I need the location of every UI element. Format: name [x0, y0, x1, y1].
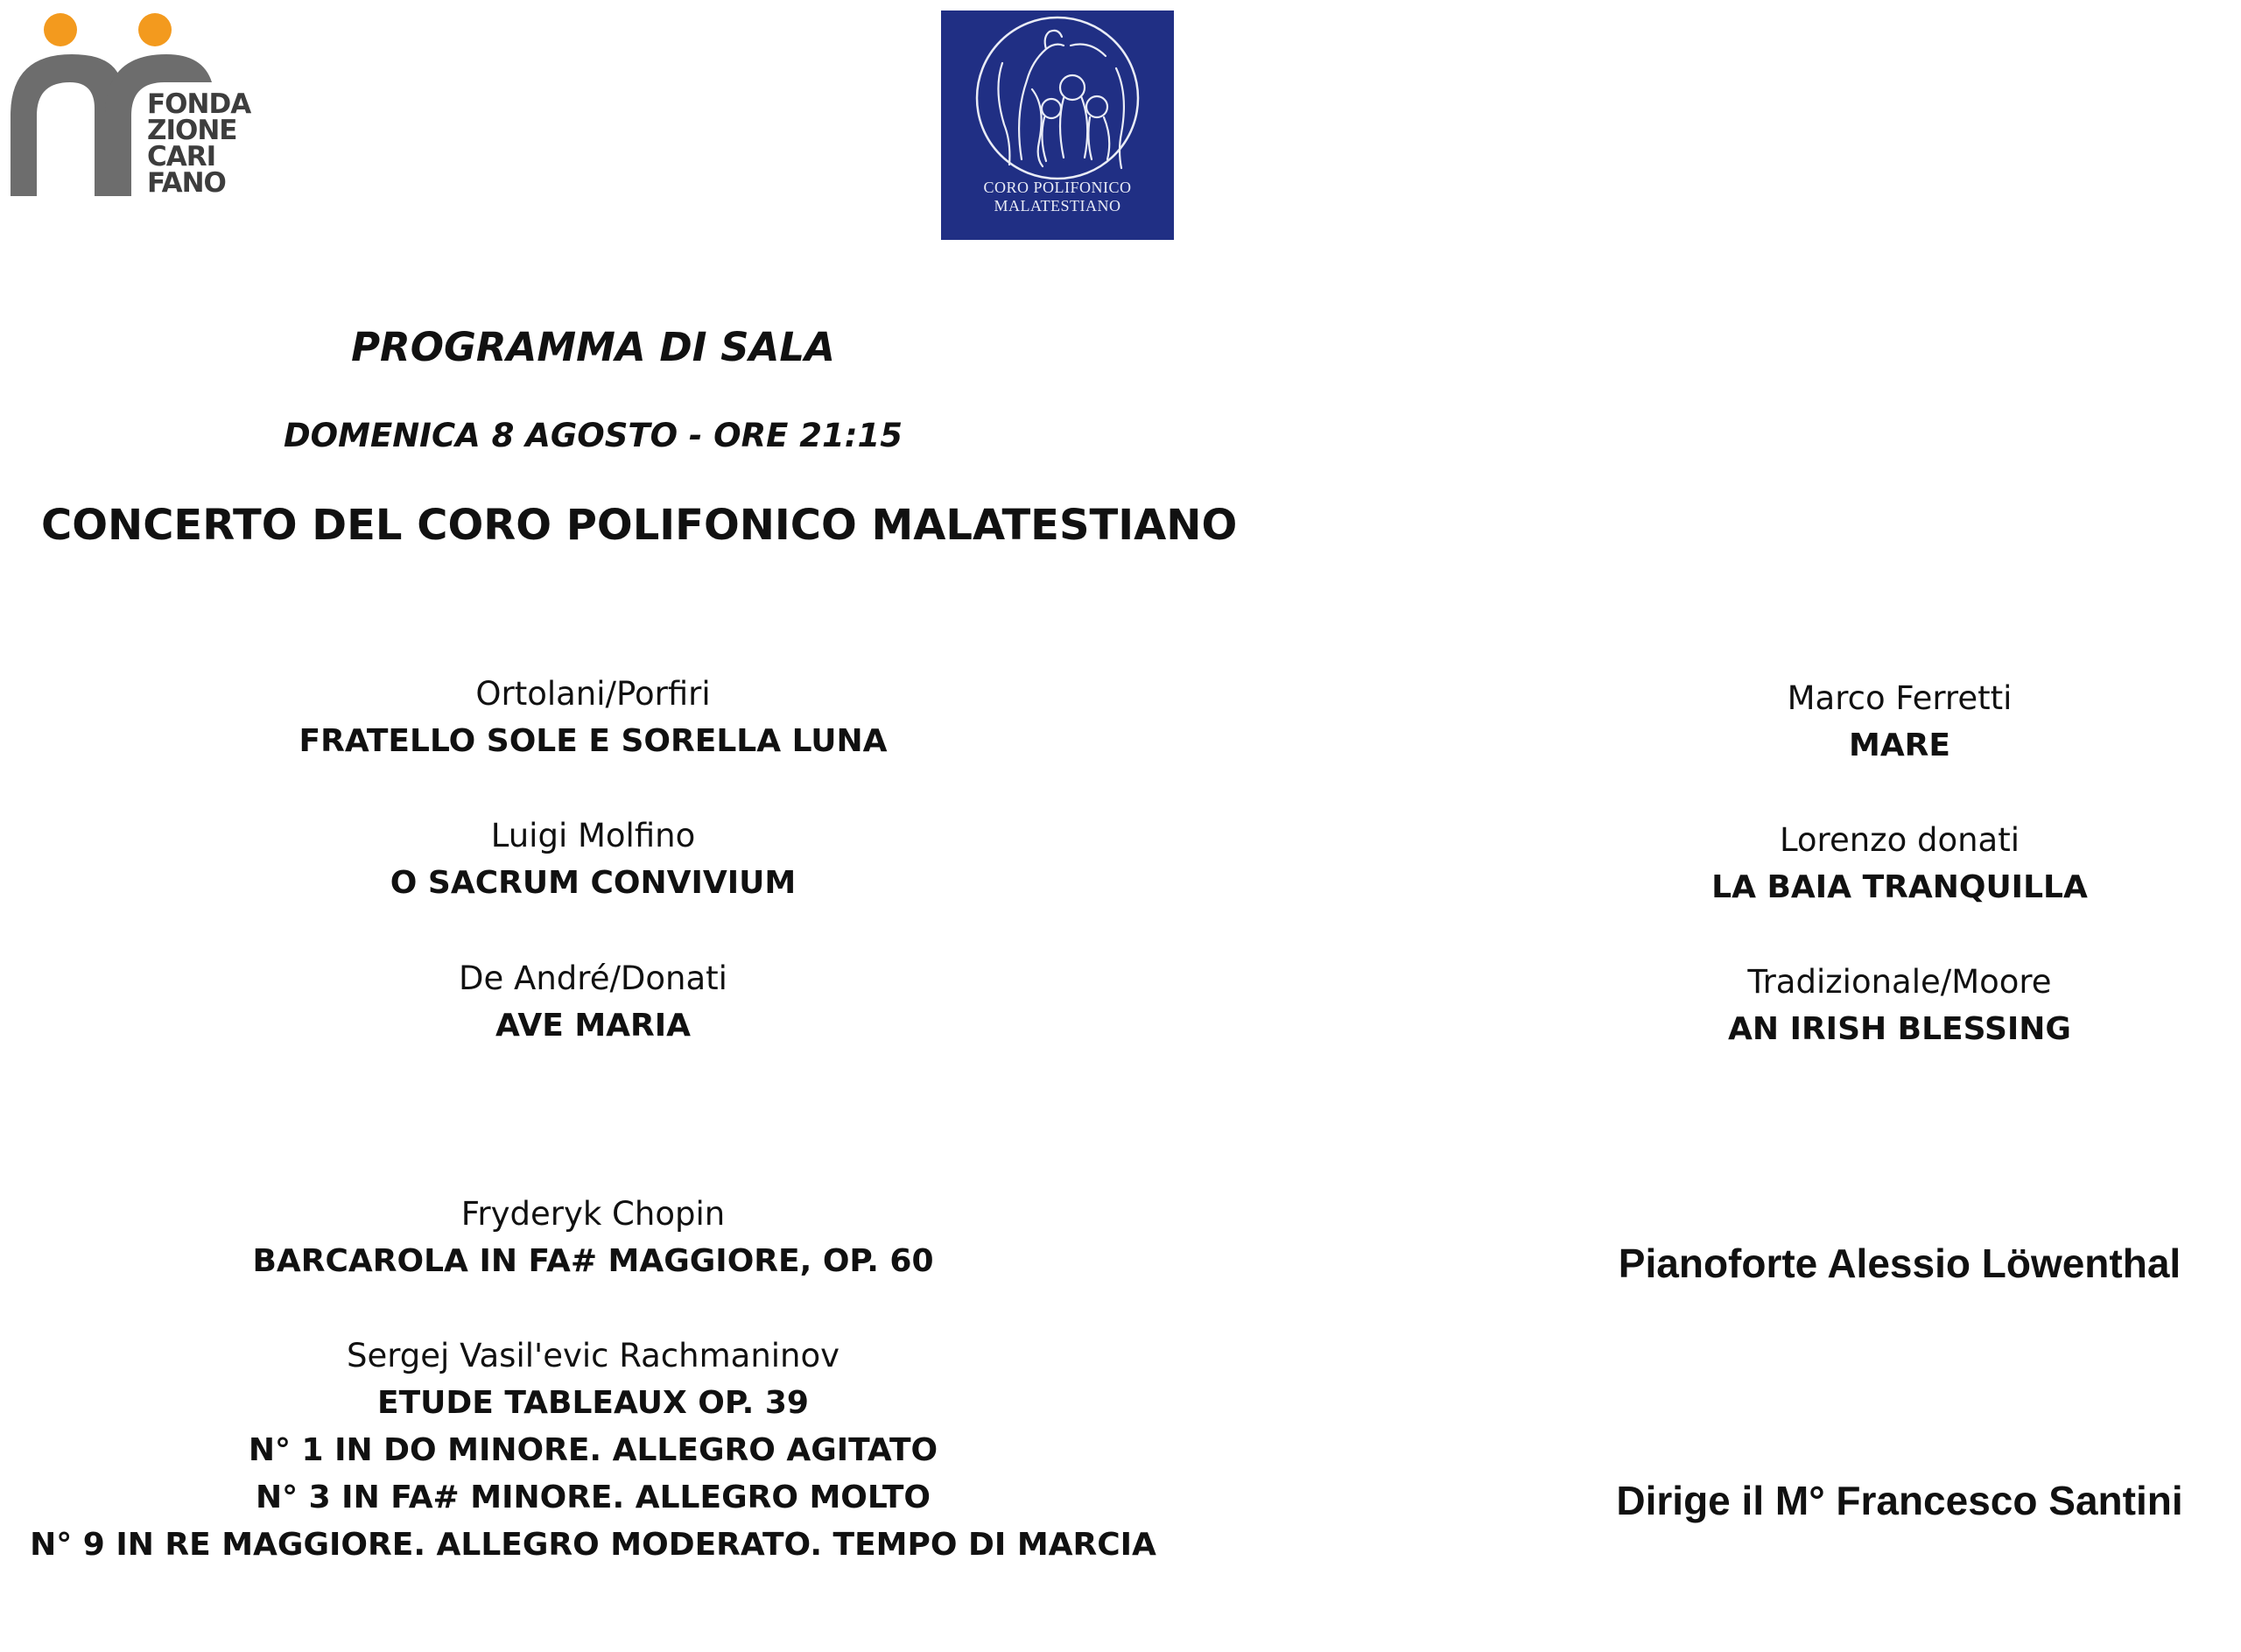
- coro-logo-line-1: CORO POLIFONICO: [983, 179, 1132, 196]
- conductor-credit: Dirige il M° Francesco Santini: [1616, 1478, 2183, 1523]
- composer-name: Sergej Vasil'evic Rachmaninov: [346, 1337, 840, 1374]
- piece-title: BARCAROLA IN FA# MAGGIORE, OP. 60: [252, 1243, 934, 1279]
- fondazione-wordmark: [147, 88, 251, 199]
- choir-piece-left-1: [0, 671, 1186, 765]
- piece-title: MARE: [1849, 728, 1950, 763]
- piano-piece-chopin: [0, 1191, 1186, 1285]
- piece-title: O SACRUM CONVIVIUM: [390, 865, 797, 901]
- composer-name: Luigi Molfino: [490, 817, 696, 854]
- fondazione-carifano-logo: [9, 11, 271, 203]
- program-date-line: DOMENICA 8 AGOSTO - ORE 21:15: [283, 417, 903, 454]
- choir-piece-right-2: [1602, 817, 2197, 911]
- composer-name: De André/Donati: [459, 960, 727, 997]
- orange-dot-right: [138, 13, 172, 46]
- piece-title: FRATELLO SOLE E SORELLA LUNA: [299, 723, 888, 759]
- piece-movement: N° 9 IN RE MAGGIORE. ALLEGRO MODERATO. TEMPO DI MARCIA: [30, 1527, 1156, 1563]
- choir-piece-right-3: [1602, 959, 2197, 1053]
- piece-movement: N° 1 IN DO MINORE. ALLEGRO AGITATO: [248, 1432, 938, 1468]
- fondazione-line-1: FONDA: [147, 88, 251, 120]
- choir-piece-left-3: [0, 955, 1186, 1050]
- composer-name: Marco Ferretti: [1787, 679, 2013, 717]
- piece-title: AVE MARIA: [495, 1008, 692, 1044]
- program-title: PROGRAMMA DI SALA: [351, 324, 835, 370]
- composer-name: Lorenzo donati: [1779, 821, 2020, 859]
- piece-title: ETUDE TABLEAUX OP. 39: [377, 1385, 809, 1421]
- piece-title: LA BAIA TRANQUILLA: [1711, 869, 2088, 905]
- orange-dot-left: [44, 13, 77, 46]
- fondazione-line-4: FANO: [147, 167, 226, 199]
- piano-piece-rachmaninov: [0, 1332, 1186, 1569]
- coro-polifonico-logo: [941, 11, 1174, 240]
- choir-piece-left-2: [0, 812, 1186, 907]
- arch-left: [11, 54, 121, 196]
- pianist-credit: Pianoforte Alessio Löwenthal: [1618, 1241, 2181, 1286]
- piece-title: AN IRISH BLESSING: [1728, 1011, 2071, 1047]
- fondazione-line-3: CARI: [147, 141, 216, 172]
- piece-movement: N° 3 IN FA# MINORE. ALLEGRO MOLTO: [255, 1480, 931, 1515]
- fondazione-line-2: ZIONE: [147, 115, 237, 146]
- coro-logo-line-2: MALATESTIANO: [994, 197, 1121, 214]
- concert-heading: CONCERTO DEL CORO POLIFONICO MALATESTIANO: [41, 501, 1238, 550]
- choir-piece-right-1: [1602, 675, 2197, 770]
- composer-name: Fryderyk Chopin: [460, 1195, 726, 1233]
- composer-name: Tradizionale/Moore: [1747, 963, 2052, 1001]
- composer-name: Ortolani/Porfiri: [475, 675, 711, 713]
